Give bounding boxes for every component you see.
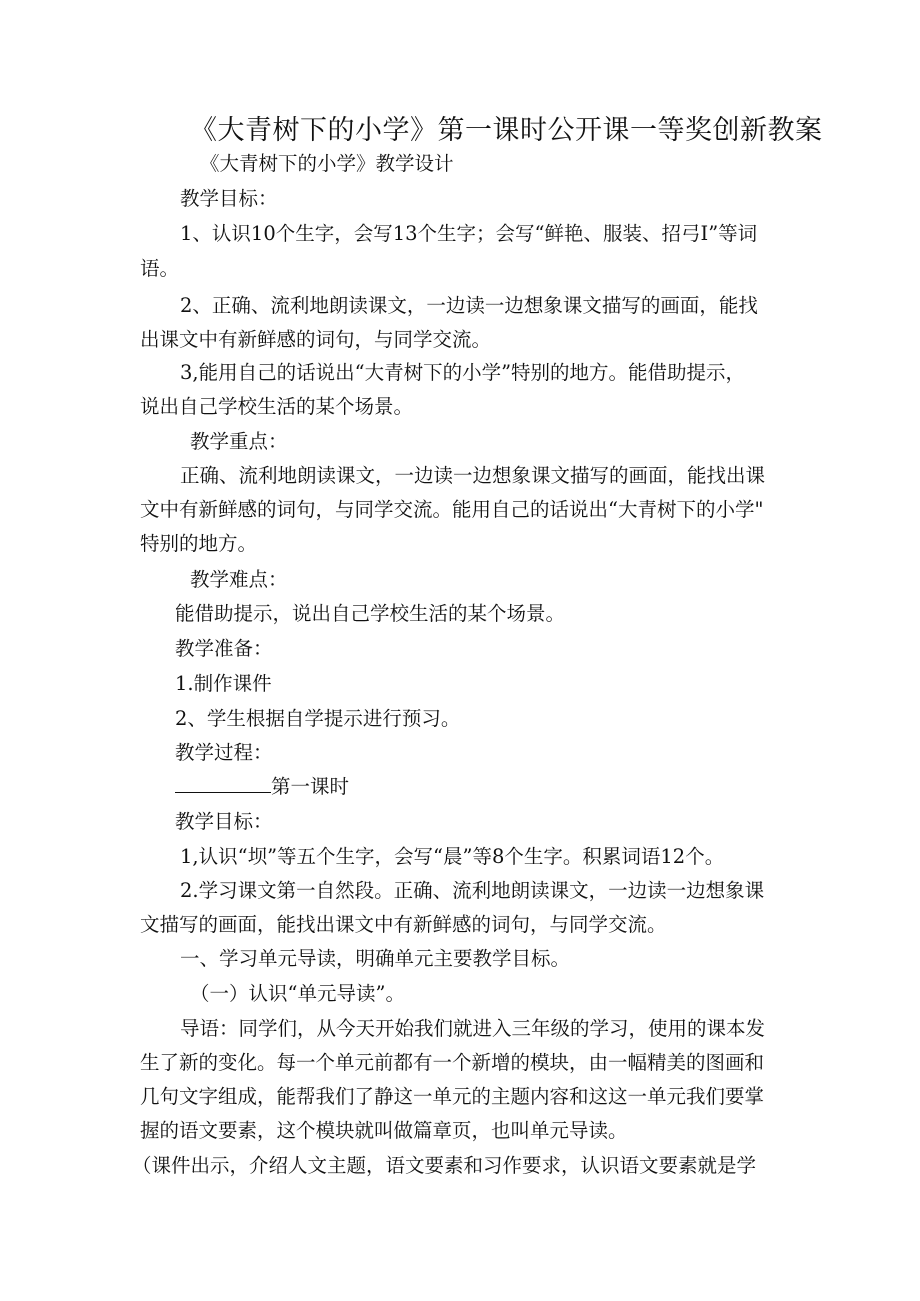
document-title: 《大青树下的小学》第一课时公开课一等奖创新教案 [190, 115, 823, 146]
objective-3-line-2: 说出自己学校生活的某个场景。 [140, 395, 414, 418]
step-1: 一、学习单元导读，明确单元主要教学目标。 [180, 947, 571, 970]
key-points-line-1: 正确、流利地朗读课文，一边读一边想象课文描写的画面，能找出课 [180, 464, 766, 487]
key-points-line-2: 文中有新鲜感的词句，与同学交流。能用自己的话说出“大青树下的小学" [140, 498, 764, 521]
intro-line-1: 导语：同学们，从今天开始我们就进入三年级的学习，使用的课本发 [180, 1017, 766, 1040]
intro-line-4: 握的语文要素，这个模块就叫做篇章页，也叫单元导读。 [140, 1119, 628, 1142]
objectives-2-heading: 教学目标： [175, 810, 273, 833]
objective-3-line-1: 3,能用自己的话说出“大青树下的小学”特别的地方。能借助提示， [180, 361, 746, 384]
difficulty-line: 能借助提示，说出自己学校生活的某个场景。 [175, 602, 566, 625]
subtitle: 《大青树下的小学》教学设计 [200, 152, 454, 175]
objective-1-line-1: 1、认识10个生字，会写13个生字；会写“鲜艳、服装、招弓I”等词 [180, 222, 758, 245]
lesson-objective-2-line-1: 2.学习课文第一自然段。正确、流利地朗读课文，一边读一边想象课 [180, 879, 765, 902]
preparation-heading: 教学准备： [175, 637, 273, 660]
lesson-objective-1: 1,认识“坝”等五个生字，会写“晨”等8个生字。积累词语12个。 [180, 845, 725, 868]
objective-2-line-2: 出课文中有新鲜感的词句，与同学交流。 [140, 328, 492, 351]
intro-line-3: 几句文字组成，能帮我们了静这一单元的主题内容和这这一单元我们要掌 [140, 1085, 765, 1108]
preparation-item-2: 2、学生根据自学提示进行预习。 [175, 707, 461, 730]
objective-1-line-2: 语。 [140, 257, 180, 280]
blank-underline [175, 776, 271, 793]
step-1-sub: （一）认识“单元导读”。 [190, 982, 405, 1005]
lesson-label-row [175, 775, 349, 799]
objective-2-line-1: 2、正确、流利地朗读课文，一边读一边想象课文描写的画面，能找 [180, 294, 758, 317]
key-points-heading: 教学重点： [190, 430, 288, 453]
lesson-label: 第一课时 [271, 775, 350, 798]
preparation-item-1: 1.制作课件 [175, 672, 272, 695]
courseware-line: （课件出示，介绍人文主题，语文要素和习作要求，认识语文要素就是学 [132, 1154, 757, 1177]
intro-line-2: 生了新的变化。每一个单元前都有一个新增的模块，由一幅精美的图画和 [140, 1051, 765, 1074]
key-points-line-3: 特别的地方。 [140, 532, 258, 555]
process-heading: 教学过程： [175, 741, 273, 764]
lesson-objective-2-line-2: 文描写的画面，能找出课文中有新鲜感的词句，与同学交流。 [140, 913, 667, 936]
objectives-heading: 教学目标： [180, 187, 278, 210]
difficulty-heading: 教学难点： [190, 568, 288, 591]
